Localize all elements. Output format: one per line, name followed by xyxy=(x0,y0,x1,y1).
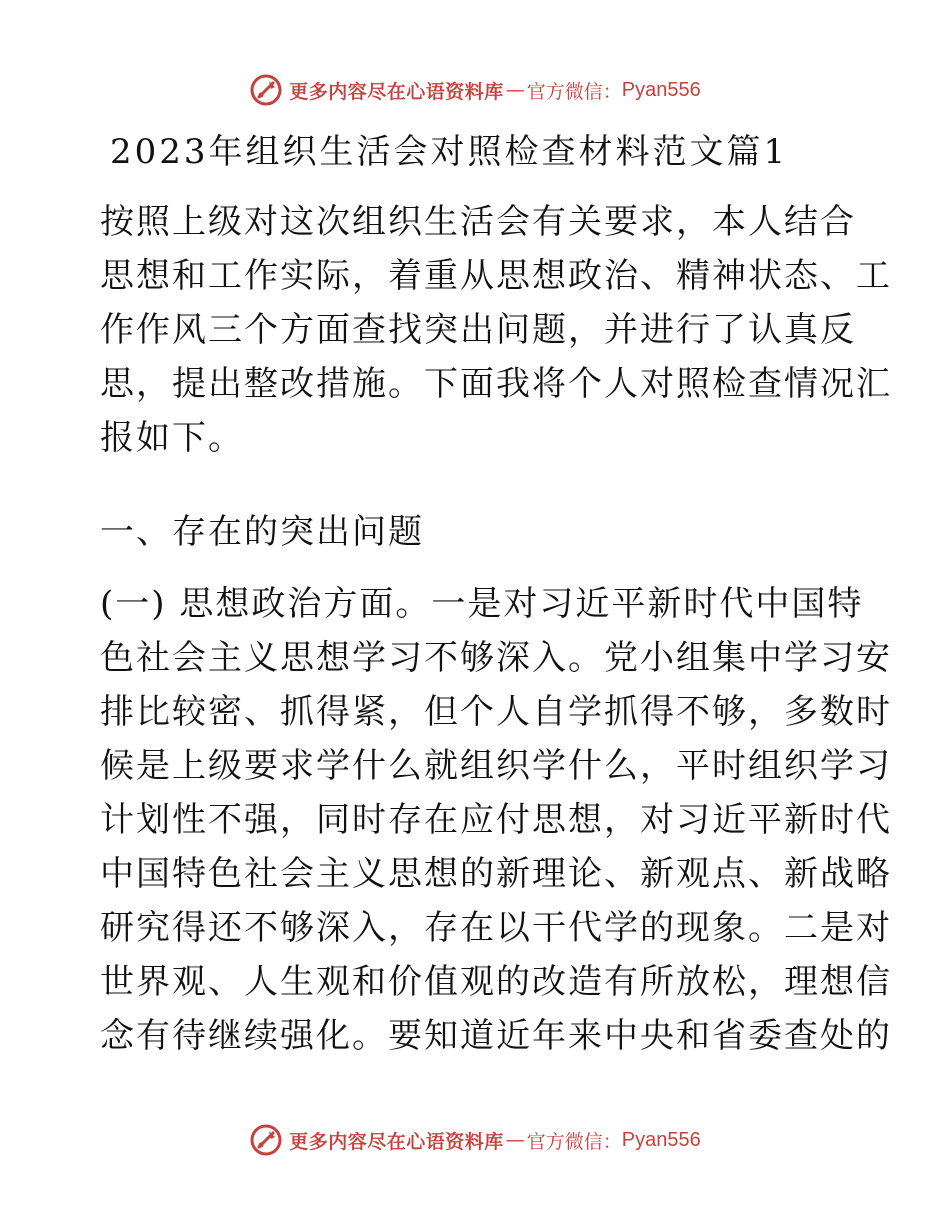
intro-line: 作作风三个方面查找突出问题，并进行了认真反 xyxy=(100,310,856,350)
intro-line: 按照上级对这次组织生活会有关要求，本人结合 xyxy=(100,202,856,242)
brand-logo-icon xyxy=(249,1123,283,1157)
body-line: (一) 思想政治方面。一是对习近平新时代中国特 xyxy=(100,584,864,624)
intro-line: 报如下。 xyxy=(100,418,244,458)
brand-logo-icon xyxy=(249,73,283,107)
banner-wechat-label: 官方微信： xyxy=(526,80,622,103)
banner-wechat-label: 官方微信： xyxy=(526,1130,622,1153)
intro-line: 思，提出整改措施。下面我将个人对照检查情况汇 xyxy=(100,364,892,404)
header-watermark-banner xyxy=(0,70,950,110)
document-title: 2023年组织生活会对照检查材料范文篇1 xyxy=(110,132,789,172)
banner-wechat-id: Pyan556 xyxy=(621,1128,701,1151)
intro-paragraph xyxy=(100,195,892,465)
body-line: 计划性不强，同时存在应付思想，对习近平新时代 xyxy=(100,800,892,840)
body-paragraph xyxy=(100,577,892,1063)
body-line: 念有待继续强化。要知道近年来中央和省委查处的 xyxy=(100,1016,892,1056)
body-line: 世界观、人生观和价值观的改造有所放松，理想信 xyxy=(100,962,892,1002)
banner-main-text: 更多内容尽在心语资料库 xyxy=(289,1130,504,1153)
section-heading xyxy=(100,505,850,559)
banner-separator: — xyxy=(505,1129,525,1151)
body-line: 色社会主义思想学习不够深入。党小组集中学习安 xyxy=(100,638,892,678)
banner-wechat-id: Pyan556 xyxy=(621,78,701,101)
banner-main-text: 更多内容尽在心语资料库 xyxy=(289,80,504,103)
body-line: 研究得还不够深入，存在以干代学的现象。二是对 xyxy=(100,908,892,948)
body-line: 中国特色社会主义思想的新理论、新观点、新战略 xyxy=(100,854,892,894)
section-heading-text: 一、存在的突出问题 xyxy=(100,512,424,552)
banner-separator: — xyxy=(505,79,525,101)
footer-watermark-banner xyxy=(0,1120,950,1160)
body-line: 排比较密、抓得紧，但个人自学抓得不够，多数时 xyxy=(100,692,892,732)
body-line: 候是上级要求学什么就组织学什么，平时组织学习 xyxy=(100,746,892,786)
intro-line: 思想和工作实际，着重从思想政治、精神状态、工 xyxy=(100,256,892,296)
